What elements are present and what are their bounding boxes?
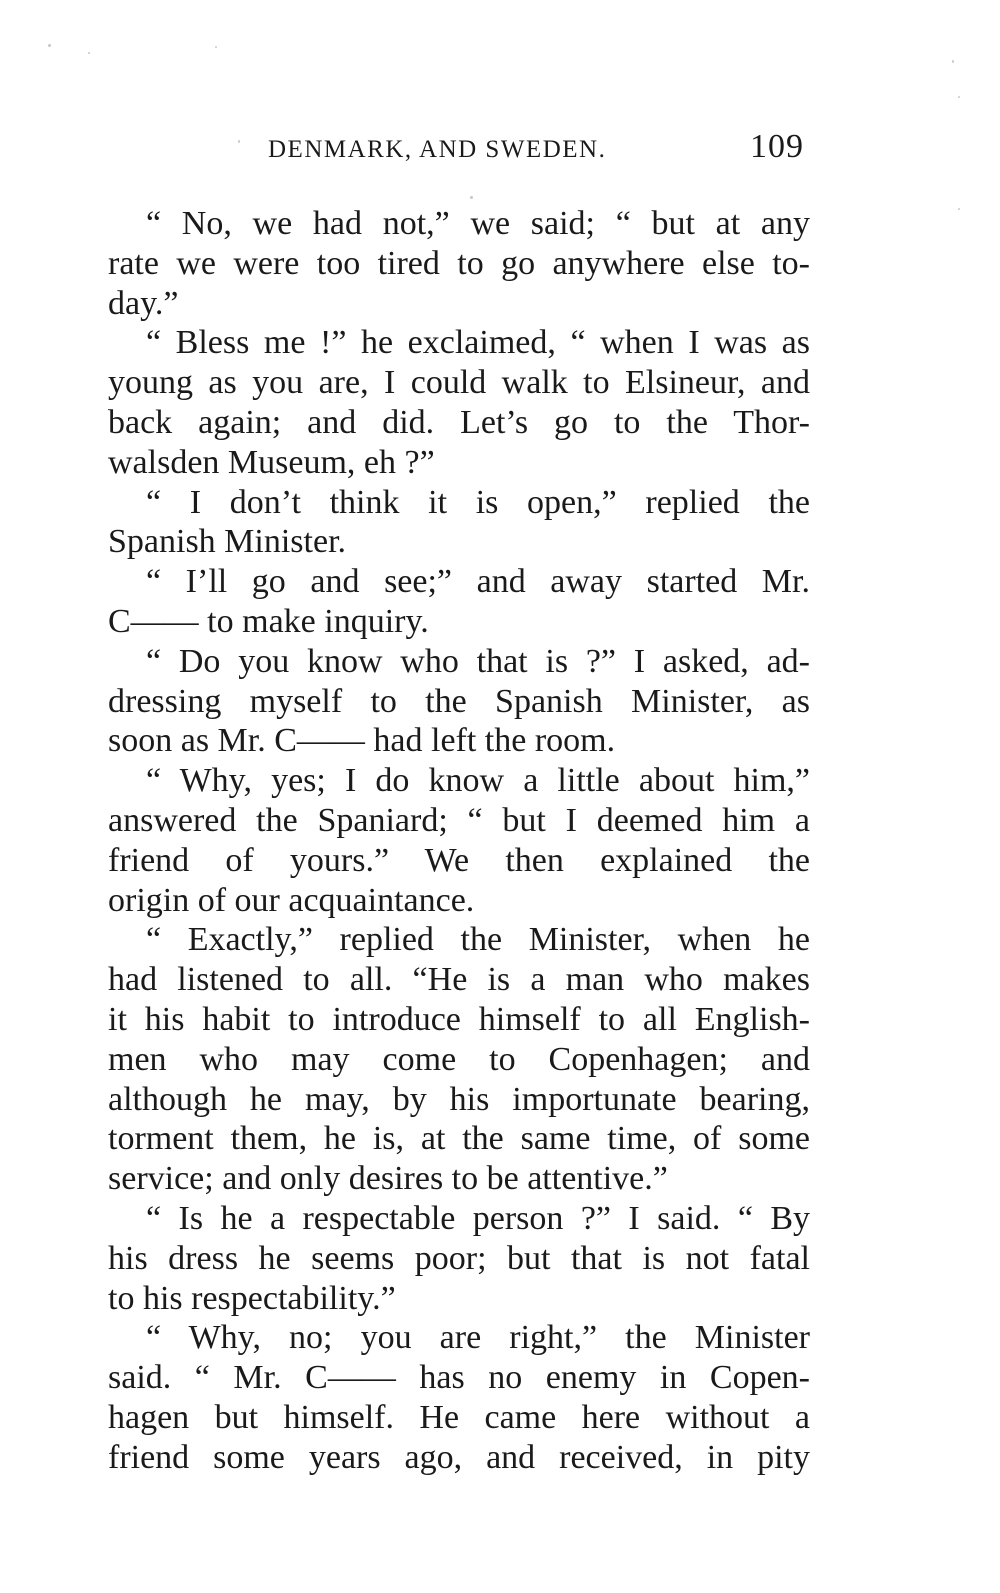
text-line: his dress he seems poor; but that is not fatal	[108, 1239, 810, 1277]
text-line: service; and only desires to be attentive.”	[108, 1160, 668, 1198]
text-line: origin of our acquaintance.	[108, 881, 475, 919]
scan-speck	[48, 44, 51, 47]
text-line: had listened to all. “He is a man who makes	[108, 961, 810, 999]
scan-speck	[215, 46, 217, 48]
text-line: walsden Museum, eh ?”	[108, 443, 435, 481]
scan-speck	[958, 208, 960, 210]
text-line: it his habit to introduce himself to all English-	[108, 1000, 810, 1038]
text-line: “ Is he a respectable person ?” I said. “ By	[146, 1199, 810, 1237]
text-line: said. “ Mr. C—— has no enemy in Copen-	[108, 1359, 810, 1397]
running-head	[108, 128, 810, 172]
text-line: “ Do you know who that is ?” I asked, ad-	[146, 642, 810, 680]
text-line: torment them, he is, at the same time, of some	[108, 1120, 810, 1158]
scan-speck	[958, 96, 960, 98]
running-title: DENMARK, AND SWEDEN.	[268, 136, 607, 163]
text-line: rate we were too tired to go anywhere else to-	[108, 244, 810, 282]
text-line: answered the Spaniard; “ but I deemed him a	[108, 801, 810, 839]
text-line: C—— to make inquiry.	[108, 602, 429, 640]
text-line: hagen but himself. He came here without a	[108, 1398, 810, 1436]
page-number: 109	[750, 128, 804, 165]
text-line: friend of yours.” We then explained the	[108, 841, 810, 879]
text-line: dressing myself to the Spanish Minister, as	[108, 682, 810, 720]
scan-speck	[952, 60, 954, 63]
scan-speck	[88, 52, 90, 54]
text-line: soon as Mr. C—— had left the room.	[108, 722, 616, 760]
text-line: “ I’ll go and see;” and away started Mr.	[146, 563, 810, 601]
text-line: “ Why, yes; I do know a little about him,”	[146, 762, 810, 800]
text-line: friend some years ago, and received, in pity	[108, 1438, 810, 1476]
text-line: day.”	[108, 284, 179, 322]
text-line: “ Exactly,” replied the Minister, when he	[146, 921, 810, 959]
text-line: Spanish Minister.	[108, 523, 347, 561]
text-line: although he may, by his importunate bearing,	[108, 1080, 810, 1118]
text-line: “ Why, no; you are right,” the Minister	[146, 1319, 810, 1357]
text-line: men who may come to Copenhagen; and	[108, 1040, 810, 1078]
text-line: “ No, we had not,” we said; “ but at any	[146, 205, 810, 242]
text-line: young as you are, I could walk to Elsineur, and	[108, 364, 810, 402]
text-line: “ Bless me !” he exclaimed, “ when I was as	[146, 324, 810, 362]
text-line: back again; and did. Let’s go to the Thor-	[108, 403, 810, 441]
scan-speck	[470, 196, 473, 199]
text-line: “ I don’t think it is open,” replied the	[146, 483, 810, 521]
body-text	[108, 204, 810, 1478]
text-line: to his respectability.”	[108, 1279, 396, 1317]
